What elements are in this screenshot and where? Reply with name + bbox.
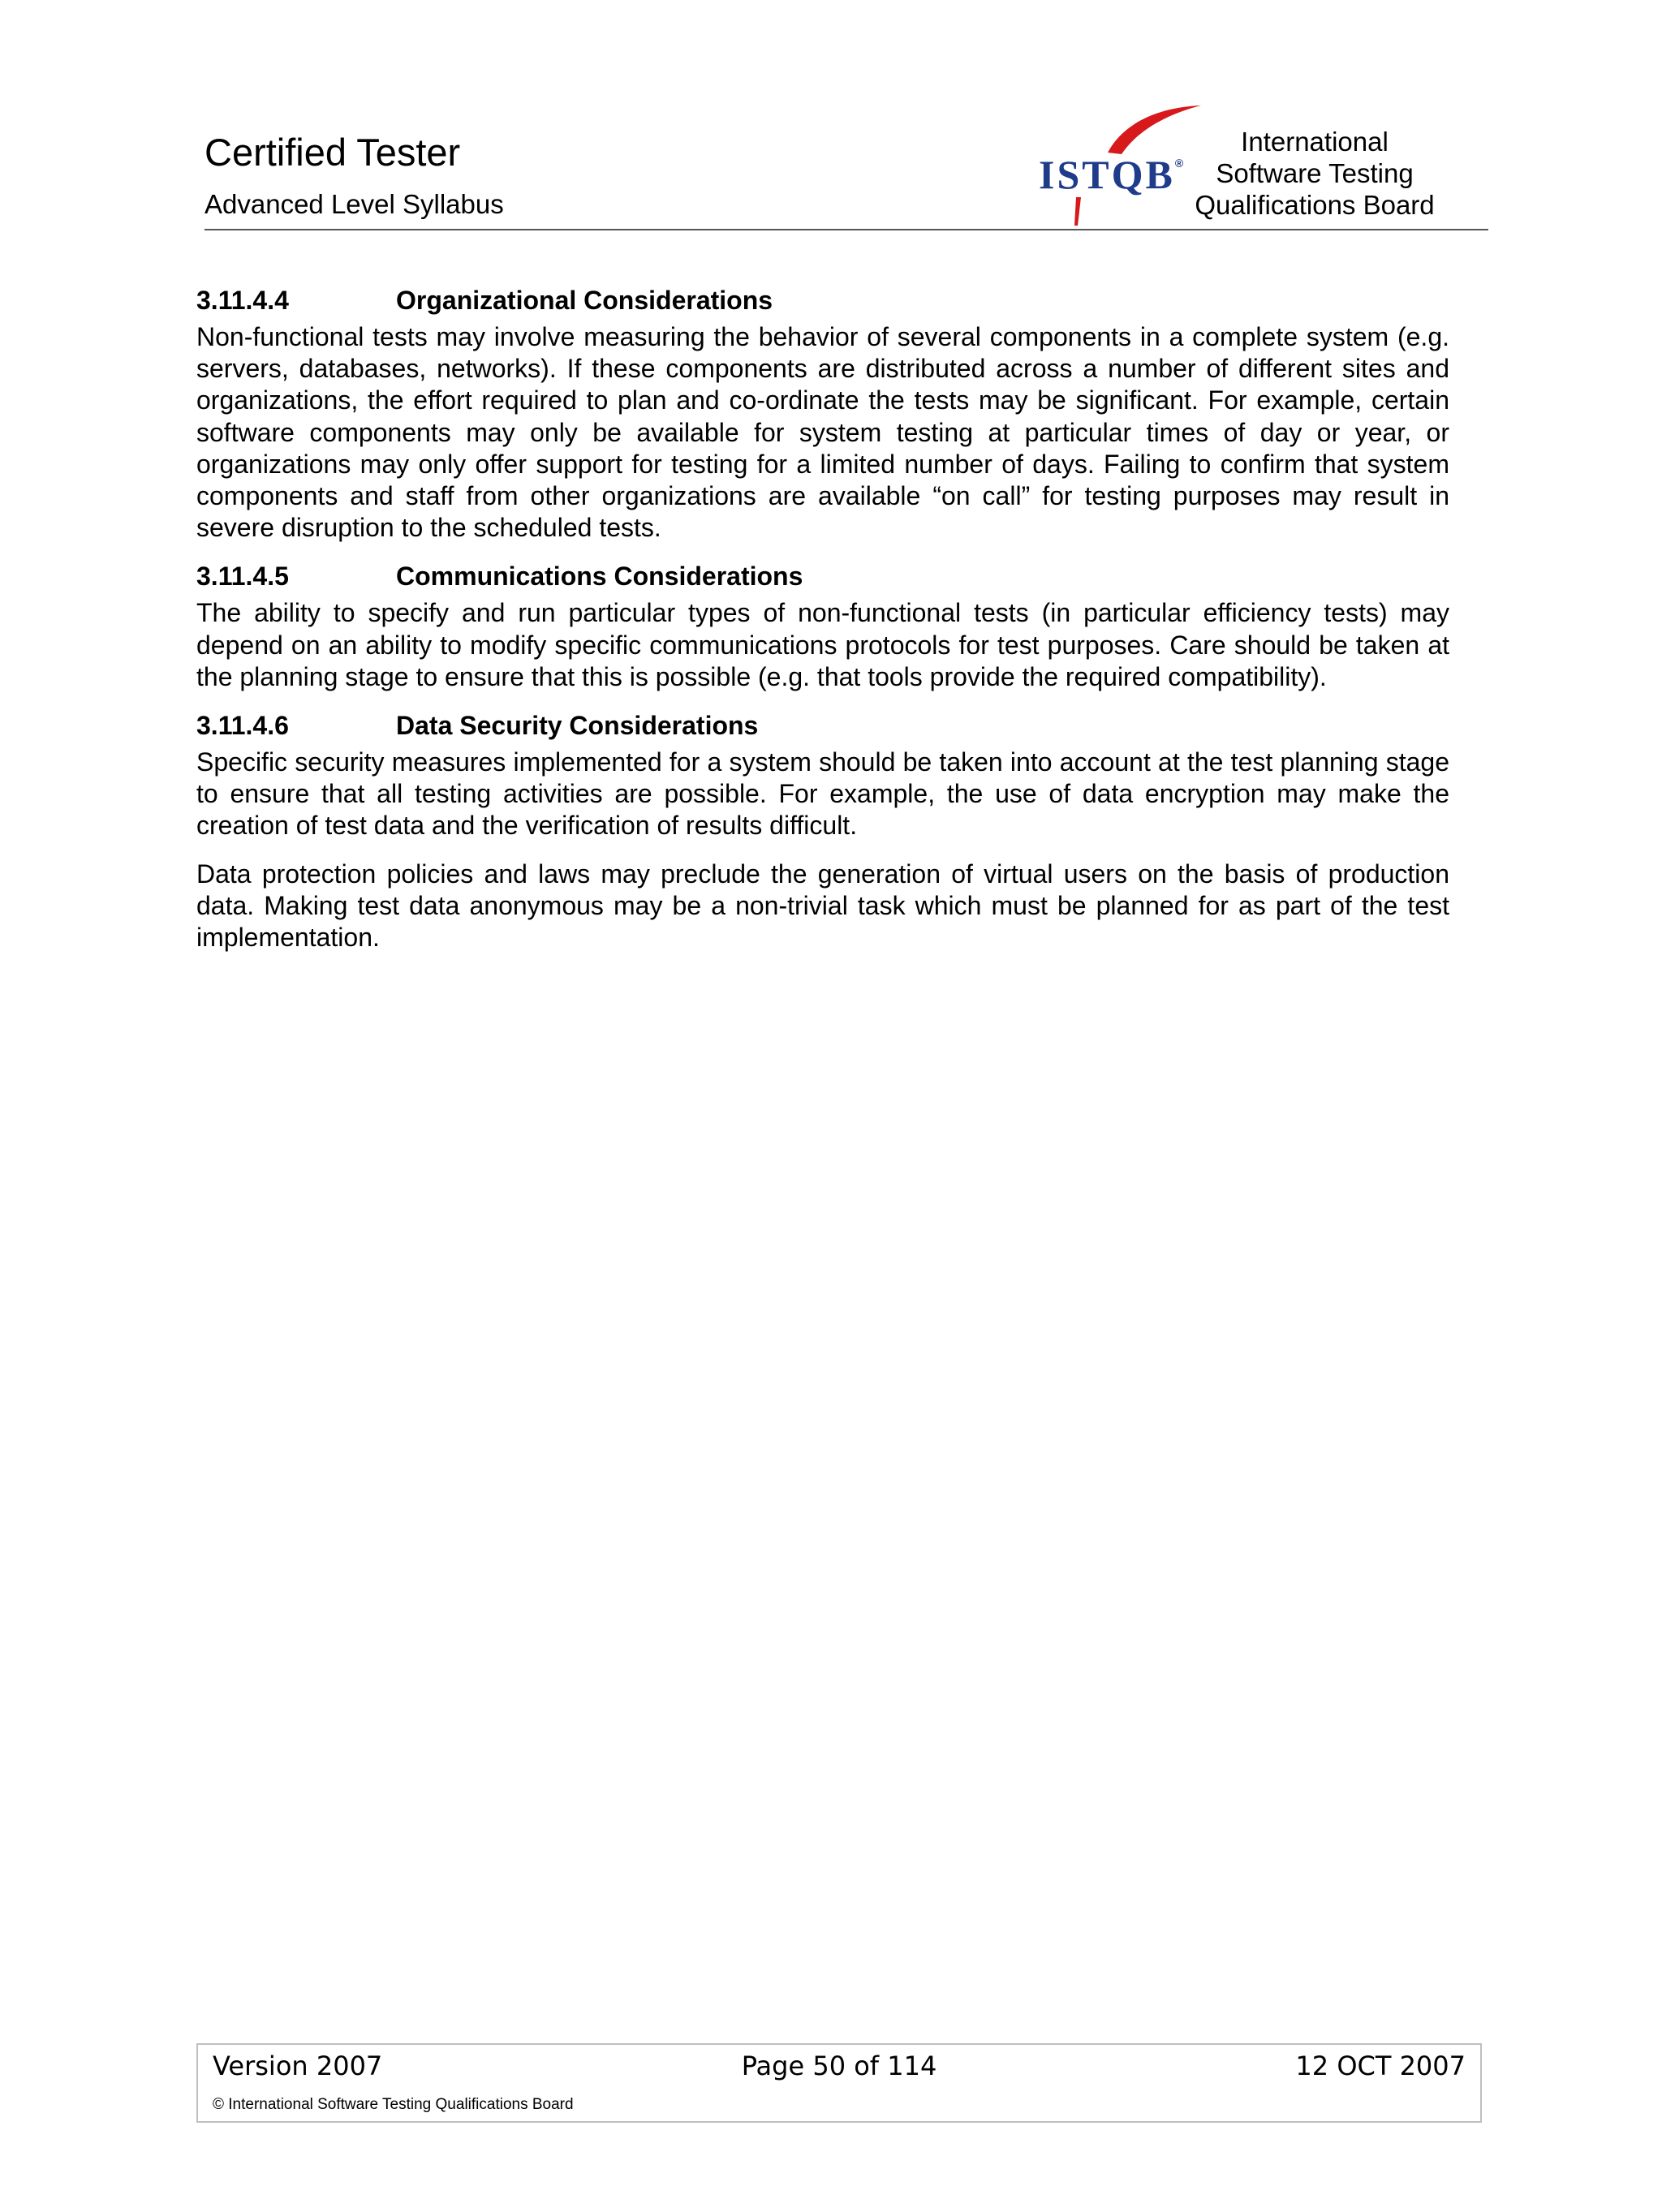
section-number: 3.11.4.4 bbox=[196, 286, 289, 315]
logo-wordmark bbox=[1039, 151, 1183, 198]
document-body bbox=[196, 284, 1449, 970]
section-number: 3.11.4.6 bbox=[196, 711, 289, 741]
section-heading bbox=[196, 284, 1449, 316]
paragraph: Non-functional tests may involve measuring the behavior of several components in a complete system (e.g. servers, databases, networks). If these components are distributed across a number of different sites and organizations, the effort required to plan and co-ordinate the tests may be significant. For example, certain software components may only be available for system testing at particular times of day or year, or organizations may only offer support for testing for a limited number of days. Failing to confirm that system components and staff from other organizations are available “on call” for testing purposes may result in severe disruption to the scheduled tests. bbox=[196, 322, 1449, 543]
document-title: Certified Tester bbox=[205, 131, 461, 174]
section-organizational bbox=[196, 284, 1449, 544]
logo-text: ISTQB bbox=[1039, 152, 1175, 197]
org-line: International bbox=[1241, 127, 1389, 157]
section-communications bbox=[196, 560, 1449, 693]
header-divider bbox=[205, 229, 1488, 230]
page-number: Page 50 of 114 bbox=[741, 2051, 937, 2081]
document-footer bbox=[196, 2043, 1482, 2123]
footer-date: 12 OCT 2007 bbox=[1295, 2051, 1466, 2081]
copyright-notice: © International Software Testing Qualifications Board bbox=[213, 2096, 574, 2113]
section-number: 3.11.4.5 bbox=[196, 562, 289, 592]
section-heading bbox=[196, 709, 1449, 742]
org-line: Software Testing bbox=[1216, 158, 1414, 188]
section-heading bbox=[196, 560, 1449, 592]
footer-version: Version 2007 bbox=[213, 2051, 383, 2081]
section-title: Data Security Considerations bbox=[396, 711, 759, 741]
paragraph: The ability to specify and run particular types of non-functional tests (in particular efficiency tests) may depend on an ability to modify specific communications protocols for test purposes. Care should be taken at the planning stage to ensure that this is possible (e.g. that tools provide the required compatibility). bbox=[196, 598, 1449, 691]
org-line: Qualifications Board bbox=[1195, 190, 1435, 220]
section-data-security bbox=[196, 709, 1449, 953]
registered-mark: ® bbox=[1174, 157, 1184, 170]
paragraph: Data protection policies and laws may preclude the generation of virtual users on the basis of production data. Making test data anonymous may be a non-trivial task which must be planned for as part of the test implementation. bbox=[196, 859, 1449, 953]
section-title: Communications Considerations bbox=[396, 562, 803, 592]
section-title: Organizational Considerations bbox=[396, 286, 773, 315]
paragraph: Specific security measures implemented for a system should be taken into account at the test planning stage to ensure that all testing activities are possible. For example, the use of data encryption may make the creation of test data and the verification of results difficult. bbox=[196, 747, 1449, 841]
organization-name bbox=[1169, 126, 1461, 221]
document-subtitle: Advanced Level Syllabus bbox=[205, 189, 504, 219]
